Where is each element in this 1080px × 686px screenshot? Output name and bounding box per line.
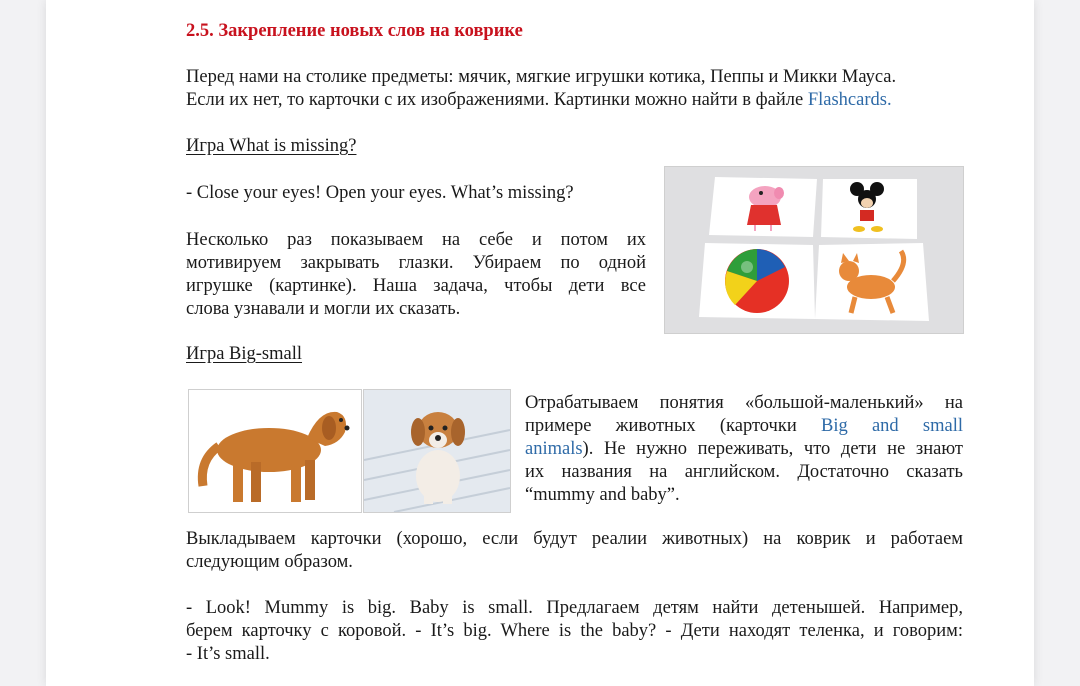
game1-desc-4: слова узнавали и могли их сказать. — [186, 299, 461, 319]
game1-desc-1: Несколько раз показываем на себе и потом их — [186, 230, 646, 250]
puppy-icon — [364, 390, 510, 512]
game2-line-3-text: ). Не нужно переживать, что дети не знают — [582, 439, 963, 459]
game2-line-4: их названия на английском. Достаточно сказать — [525, 462, 963, 482]
game2-line-3 — [525, 438, 963, 461]
section-heading: 2.5. Закрепление новых слов на коврике — [186, 21, 523, 41]
para2-line-1: - Look! Mummy is big. Baby is small. Предлагаем детям найти детенышей. Например, — [186, 598, 963, 618]
animals-link[interactable]: animals — [525, 439, 583, 459]
game1-phrase: - Close your eyes! Open your eyes. What’s missing? — [186, 183, 574, 203]
game2-line-1: Отрабатываем понятия «большой-маленький» на — [525, 393, 963, 413]
puppy-photo — [363, 389, 511, 513]
flashcards-link[interactable]: Flashcards. — [807, 90, 892, 110]
intro-line-2 — [186, 89, 892, 112]
para2-line-2: берем карточку с коровой. - It’s big. Where is the baby? - Дети находят теленка, и говорим: — [186, 621, 963, 641]
para1-line-1: Выкладываем карточки (хорошо, если будут реалии животных) на коврик и работаем — [186, 529, 963, 549]
intro-line-2-text: Если их нет, то карточки с их изображениями. Картинки можно найти в файле — [186, 90, 808, 110]
game1-title: Игра What is missing? — [186, 136, 357, 156]
game2-line-5: “mummy and baby”. — [525, 485, 680, 505]
game1-desc-3: игрушке (картинке). Наша задача, чтобы дети все — [186, 276, 646, 296]
game2-title: Игра Big-small — [186, 344, 303, 364]
ball-icon — [725, 249, 789, 313]
intro-line-1: Перед нами на столике предметы: мячик, мягкие игрушки котика, Пеппы и Микки Мауса. — [186, 67, 897, 87]
game2-line-2-text: примере животных (карточки — [525, 416, 821, 436]
game2-line-2 — [525, 415, 963, 438]
dog-icon — [189, 390, 361, 512]
para1-line-2: следующим образом. — [186, 552, 353, 572]
flashcards-photo — [664, 166, 964, 334]
para2-line-3: - It’s small. — [186, 644, 270, 664]
big-dog-photo — [188, 389, 362, 513]
big-small-link[interactable]: Big and small — [821, 416, 963, 436]
game1-desc-2: мотивируем закрывать глазки. Убираем по одной — [186, 253, 646, 273]
